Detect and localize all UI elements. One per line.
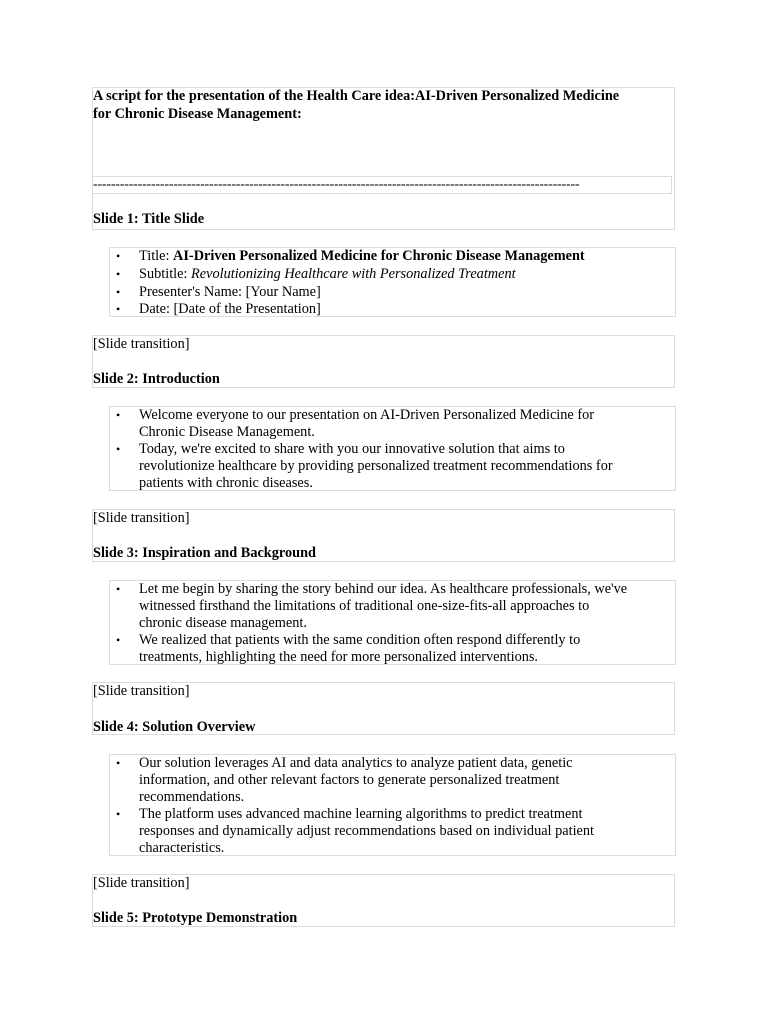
list-item [110, 806, 675, 857]
slide5-heading: Slide 5: Prototype Demonstration [93, 910, 298, 926]
list-item [110, 248, 675, 266]
bullet-line: responses and dynamically adjust recommendations based on individual patient [139, 823, 595, 839]
document-title-line-1: A script for the presentation of the Health Care idea:AI-Driven Personalized Medicine [93, 88, 620, 104]
list-item [110, 266, 675, 284]
slide2-heading: Slide 2: Introduction [93, 371, 220, 387]
list-item [110, 632, 675, 666]
slide1-subtitle-prefix: Subtitle: [139, 266, 192, 282]
document-title-block [92, 87, 675, 230]
slide1-bullet-list [109, 247, 676, 317]
bullet-line: • Let me begin by sharing the story behind our idea. As healthcare professionals, we've [139, 581, 628, 597]
slide1-title-prefix: Title: [139, 248, 174, 264]
bullet-line: • The platform uses advanced machine learning algorithms to predict treatment [139, 806, 583, 822]
list-item [110, 301, 675, 318]
slide1-date: Date: [Date of the Presentation] [139, 301, 321, 317]
bullet-line: patients with chronic diseases. [139, 475, 313, 491]
slide-transition-text: [Slide transition] [93, 683, 190, 699]
bullet-line: • Welcome everyone to our presentation on AI-Driven Personalized Medicine for [139, 407, 595, 423]
bullet-line: witnessed firsthand the limitations of traditional one-size-fits-all approaches to [139, 598, 590, 614]
bullet-line: chronic disease management. [139, 615, 307, 631]
bullet-line: characteristics. [139, 840, 225, 856]
slide1-heading: Slide 1: Title Slide [93, 211, 205, 227]
bullet-line: information, and other relevant factors to generate personalized treatment [139, 772, 560, 788]
bullet-line: • We realized that patients with the same condition often respond differently to [139, 632, 581, 648]
bullet-line: Chronic Disease Management. [139, 424, 315, 440]
slide4-heading-block [92, 682, 675, 735]
document-title-line-2: for Chronic Disease Management: [93, 106, 302, 122]
slide-transition-text: [Slide transition] [93, 875, 190, 891]
slide3-heading-block [92, 509, 675, 562]
list-item [110, 755, 675, 806]
slide-transition-text: [Slide transition] [93, 510, 190, 526]
slide2-bullet-list [109, 406, 676, 491]
bullet-line: • Today, we're excited to share with you our innovative solution that aims to [139, 441, 565, 457]
slide4-heading: Slide 4: Solution Overview [93, 719, 256, 735]
slide1-subtitle-value: Revolutionizing Healthcare with Personalized Treatment [191, 266, 516, 282]
slide4-bullet-list [109, 754, 676, 856]
slide-transition-text: [Slide transition] [93, 336, 190, 352]
slide2-heading-block [92, 335, 675, 388]
list-item [110, 441, 675, 492]
list-item [110, 284, 675, 301]
section-divider: ------------------------------------------------------------------------------------------------------------- [92, 176, 672, 194]
slide3-heading: Slide 3: Inspiration and Background [93, 545, 316, 561]
list-item [110, 581, 675, 632]
list-item [110, 407, 675, 441]
slide1-presenter: Presenter's Name: [Your Name] [139, 284, 321, 300]
bullet-line: revolutionize healthcare by providing personalized treatment recommendations for [139, 458, 613, 474]
slide5-heading-block [92, 874, 675, 927]
bullet-line: • Our solution leverages AI and data analytics to analyze patient data, genetic [139, 755, 573, 771]
bullet-line: recommendations. [139, 789, 245, 805]
slide3-bullet-list [109, 580, 676, 665]
slide1-title-value: AI-Driven Personalized Medicine for Chronic Disease Management [173, 248, 585, 264]
bullet-line: treatments, highlighting the need for more personalized interventions. [139, 649, 539, 665]
